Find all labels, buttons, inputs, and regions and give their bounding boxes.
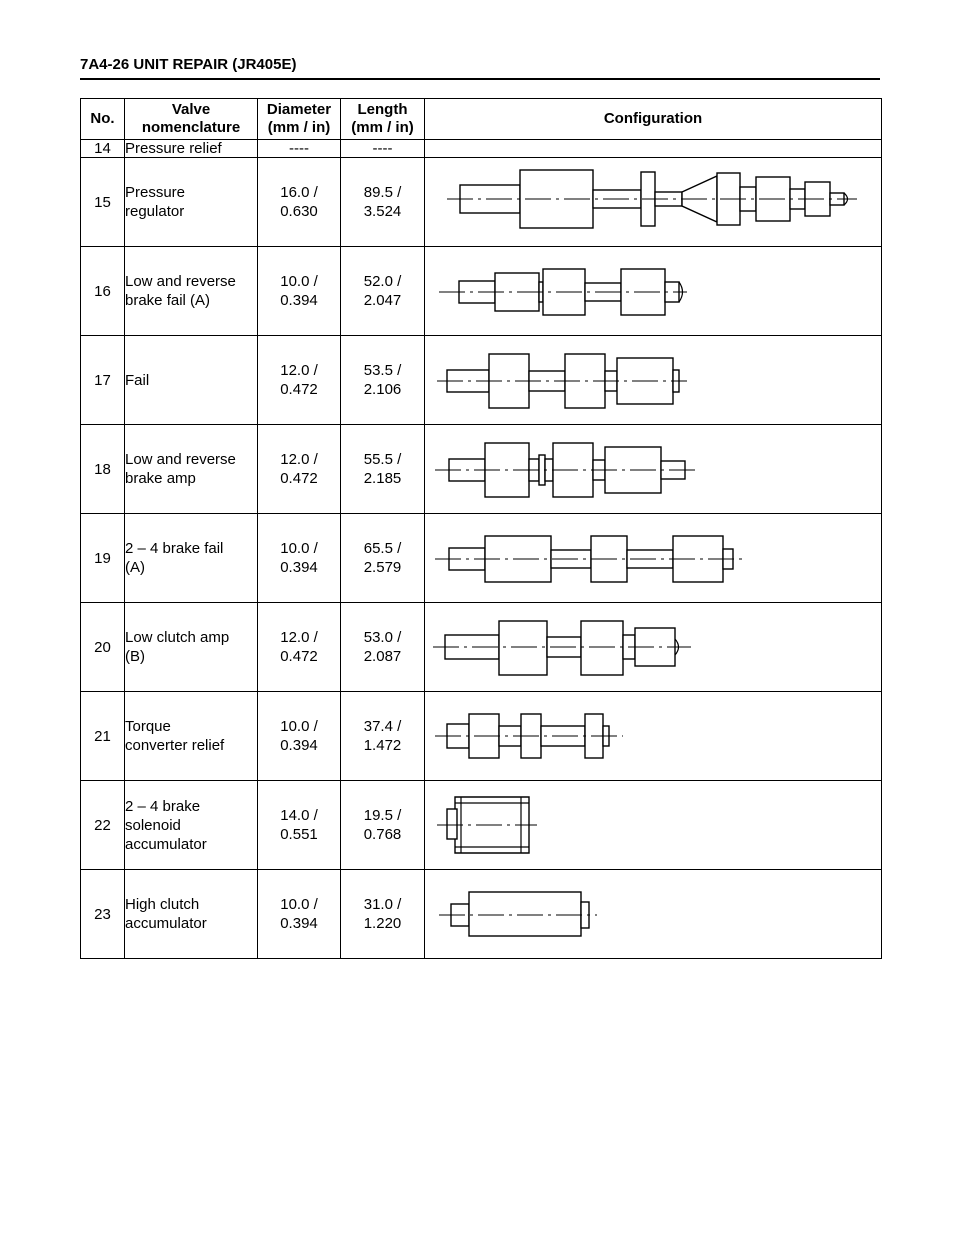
- page-title: 7A4-26 UNIT REPAIR (JR405E): [80, 56, 297, 73]
- valve-length: 31.0 / 1.220: [341, 870, 425, 959]
- low-clutch-amp-valve-drawing: [425, 603, 880, 691]
- row-number: 20: [81, 603, 125, 692]
- valve-configuration: [425, 603, 882, 692]
- row-number: 18: [81, 425, 125, 514]
- valve-diameter: 14.0 / 0.551: [258, 781, 341, 870]
- table-row: [81, 247, 882, 336]
- valve-name: High clutch accumulator: [125, 870, 258, 959]
- row-number: 22: [81, 781, 125, 870]
- valve-name: Pressure relief: [125, 140, 258, 158]
- valve-length: 19.5 / 0.768: [341, 781, 425, 870]
- valve-configuration: [425, 425, 882, 514]
- valve-name: 2 – 4 brake fail (A): [125, 514, 258, 603]
- row-number: 21: [81, 692, 125, 781]
- row-number: 14: [81, 140, 125, 158]
- table-row: [81, 158, 882, 247]
- valve-name: Fail: [125, 336, 258, 425]
- valve-configuration: [425, 336, 882, 425]
- valve-configuration: [425, 781, 882, 870]
- col-nomenclature: Valve nomenclature: [125, 99, 258, 140]
- page-header: [80, 54, 880, 80]
- table-row: [81, 140, 882, 158]
- pressure-regulator-valve-drawing: [425, 158, 880, 246]
- valve-length: 53.5 / 2.106: [341, 336, 425, 425]
- valve-diameter: 10.0 / 0.394: [258, 870, 341, 959]
- valve-configuration: [425, 514, 882, 603]
- valve-length: 52.0 / 2.047: [341, 247, 425, 336]
- col-no: No.: [81, 99, 125, 140]
- 2-4-brake-solenoid-accumulator-drawing: [425, 781, 880, 869]
- table-row: [81, 870, 882, 959]
- valve-diameter: ----: [258, 140, 341, 158]
- table-row: [81, 692, 882, 781]
- valve-length: ----: [341, 140, 425, 158]
- col-diameter: Diameter (mm / in): [258, 99, 341, 140]
- valve-name: Torque converter relief: [125, 692, 258, 781]
- valve-diameter: 12.0 / 0.472: [258, 425, 341, 514]
- row-number: 23: [81, 870, 125, 959]
- table-row: [81, 336, 882, 425]
- row-number: 15: [81, 158, 125, 247]
- valve-diameter: 10.0 / 0.394: [258, 514, 341, 603]
- row-number: 16: [81, 247, 125, 336]
- valve-name: 2 – 4 brake solenoid accumulator: [125, 781, 258, 870]
- valve-name: Low and reverse brake amp: [125, 425, 258, 514]
- valve-name: Low and reverse brake fail (A): [125, 247, 258, 336]
- valve-configuration: [425, 140, 882, 158]
- valve-diameter: 12.0 / 0.472: [258, 603, 341, 692]
- high-clutch-accumulator-drawing: [425, 870, 880, 958]
- valve-length: 37.4 / 1.472: [341, 692, 425, 781]
- valve-spec-table: [80, 98, 882, 959]
- table-row: [81, 603, 882, 692]
- valve-diameter: 16.0 / 0.630: [258, 158, 341, 247]
- col-length: Length (mm / in): [341, 99, 425, 140]
- valve-diameter: 12.0 / 0.472: [258, 336, 341, 425]
- valve-name: Pressure regulator: [125, 158, 258, 247]
- 2-4-brake-fail-valve-drawing: [425, 514, 880, 602]
- valve-diameter: 10.0 / 0.394: [258, 247, 341, 336]
- valve-name: Low clutch amp (B): [125, 603, 258, 692]
- col-configuration: Configuration: [425, 99, 882, 140]
- valve-length: 53.0 / 2.087: [341, 603, 425, 692]
- table-row: [81, 781, 882, 870]
- table-header-row: [81, 99, 882, 140]
- valve-length: 55.5 / 2.185: [341, 425, 425, 514]
- valve-length: 89.5 / 3.524: [341, 158, 425, 247]
- valve-configuration: [425, 247, 882, 336]
- valve-length: 65.5 / 2.579: [341, 514, 425, 603]
- row-number: 19: [81, 514, 125, 603]
- valve-diameter: 10.0 / 0.394: [258, 692, 341, 781]
- torque-converter-relief-valve-drawing: [425, 692, 880, 780]
- low-reverse-brake-amp-valve-drawing: [425, 425, 880, 513]
- valve-configuration: [425, 870, 882, 959]
- table-row: [81, 425, 882, 514]
- valve-configuration: [425, 692, 882, 781]
- low-reverse-brake-fail-valve-drawing: [425, 247, 880, 335]
- valve-configuration: [425, 158, 882, 247]
- table-row: [81, 514, 882, 603]
- fail-valve-drawing: [425, 336, 880, 424]
- row-number: 17: [81, 336, 125, 425]
